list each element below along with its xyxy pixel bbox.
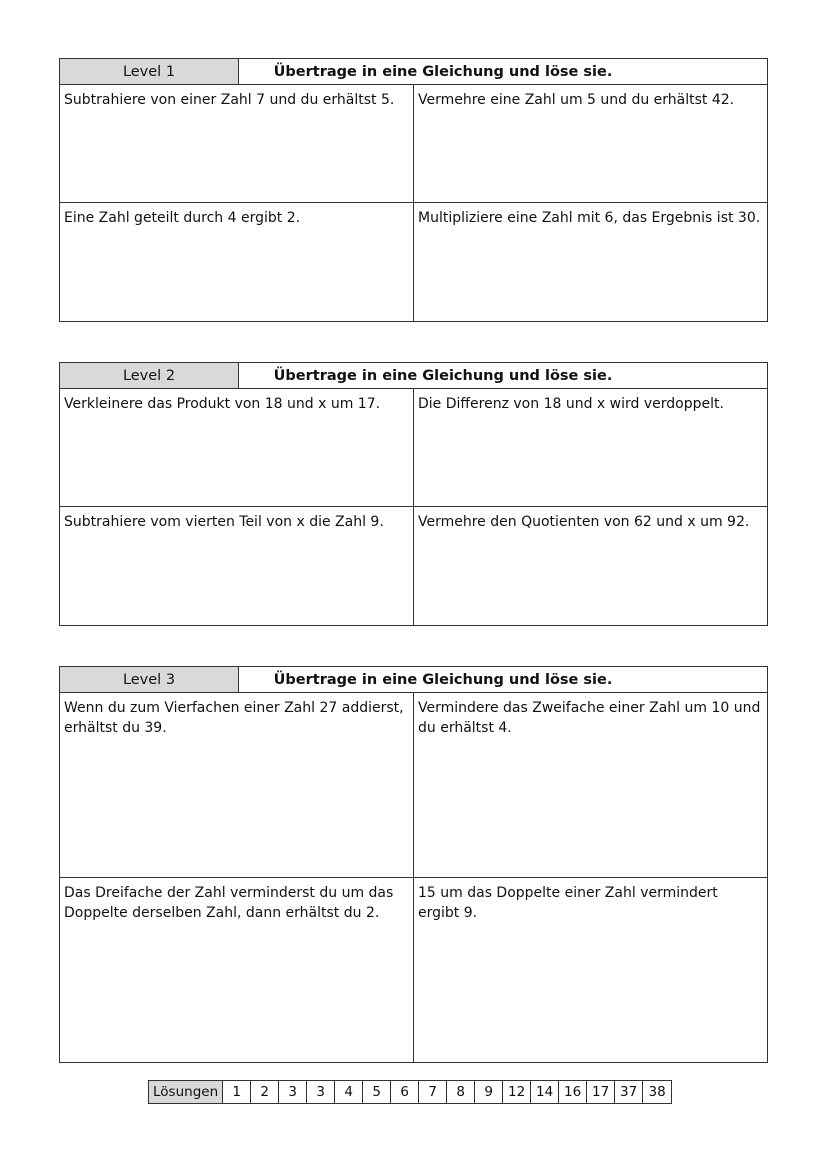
task-cell: Das Dreifache der Zahl verminderst du um das Doppelte derselben Zahl, dann erhältst du 2. [60, 878, 414, 1062]
solution-value: 7 [419, 1081, 447, 1103]
task-row [60, 693, 767, 878]
task-cell: Die Differenz von 18 und x wird verdoppelt. [418, 396, 724, 412]
level-3-table [59, 666, 768, 1063]
level-instruction: Übertrage in eine Gleichung und löse sie. [273, 367, 613, 384]
task-cell: Verkleinere das Produkt von 18 und x um 17. [60, 389, 414, 506]
task-cell: Eine Zahl geteilt durch 4 ergibt 2. [60, 203, 414, 321]
solution-value: 3 [279, 1081, 307, 1103]
solution-value: 2 [251, 1081, 279, 1103]
level-1-table [59, 58, 768, 322]
level-2-table [59, 362, 768, 626]
task-row [60, 203, 767, 321]
solution-value: 9 [475, 1081, 503, 1103]
solution-value: 16 [559, 1081, 587, 1103]
solution-value: 37 [615, 1081, 643, 1103]
solution-value: 14 [531, 1081, 559, 1103]
solution-value: 4 [335, 1081, 363, 1103]
solution-value: 1 [223, 1081, 251, 1103]
solution-value: 8 [447, 1081, 475, 1103]
solution-value: 17 [587, 1081, 615, 1103]
solution-value: 6 [391, 1081, 419, 1103]
task-cell: Subtrahiere vom vierten Teil von x die Zahl 9. [60, 507, 414, 625]
level-header [60, 363, 767, 389]
level-instruction: Übertrage in eine Gleichung und löse sie. [273, 63, 613, 80]
solutions-strip [148, 1080, 672, 1104]
solution-value: 38 [648, 1084, 666, 1100]
task-cell: Vermehre eine Zahl um 5 und du erhältst 42. [418, 92, 735, 108]
solution-value: 12 [503, 1081, 531, 1103]
task-cell: Vermindere das Zweifache einer Zahl um 10 und du erhältst 4. [418, 700, 761, 736]
task-row [60, 389, 767, 507]
solution-value: 5 [363, 1081, 391, 1103]
task-row [60, 85, 767, 203]
level-name: Level 3 [60, 667, 239, 692]
task-cell: Wenn du zum Vierfachen einer Zahl 27 addierst, erhältst du 39. [60, 693, 414, 877]
level-instruction: Übertrage in eine Gleichung und löse sie. [273, 671, 613, 688]
task-cell: Multipliziere eine Zahl mit 6, das Ergebnis ist 30. [418, 210, 761, 226]
level-header [60, 59, 767, 85]
task-row [60, 878, 767, 1062]
level-name: Level 2 [60, 363, 239, 388]
solutions-label: Lösungen [149, 1081, 223, 1103]
task-cell: Vermehre den Quotienten von 62 und x um 92. [418, 514, 750, 530]
solution-value: 3 [307, 1081, 335, 1103]
task-cell: 15 um das Doppelte einer Zahl vermindert ergibt 9. [418, 885, 718, 921]
task-cell: Subtrahiere von einer Zahl 7 und du erhältst 5. [60, 85, 414, 202]
level-header [60, 667, 767, 693]
level-name: Level 1 [60, 59, 239, 84]
task-row [60, 507, 767, 625]
